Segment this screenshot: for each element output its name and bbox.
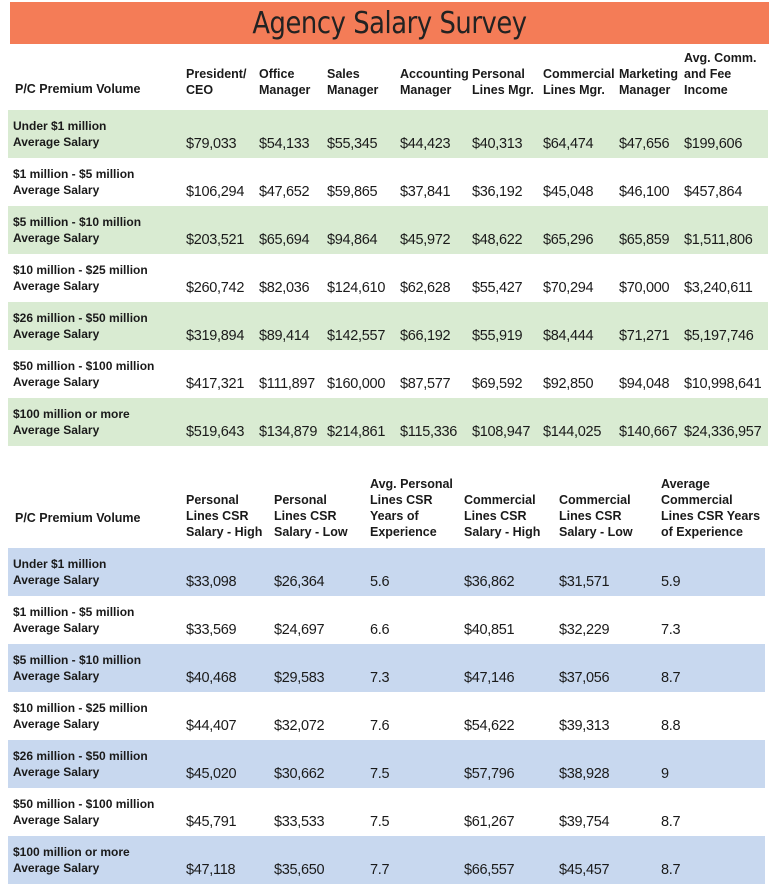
header-line: Personal bbox=[274, 493, 327, 507]
table-cell: $46,100 bbox=[619, 184, 670, 200]
table-cell: $54,622 bbox=[464, 718, 515, 734]
table-cell: $203,521 bbox=[186, 206, 259, 254]
table-cell: $32,229 bbox=[559, 622, 610, 638]
table-cell: $111,897 bbox=[259, 376, 315, 392]
table-cell: $37,056 bbox=[559, 644, 661, 692]
header-line: Commercial bbox=[543, 67, 615, 81]
column-header bbox=[543, 50, 619, 110]
column-header bbox=[327, 50, 400, 110]
table-cell: 7.7 bbox=[370, 836, 464, 884]
table-cell: $94,864 bbox=[327, 206, 400, 254]
table-row bbox=[8, 836, 765, 884]
table-cell: $26,364 bbox=[274, 548, 370, 596]
row-label bbox=[8, 836, 186, 884]
table-cell: $47,146 bbox=[464, 644, 559, 692]
table-cell: $57,796 bbox=[464, 740, 559, 788]
table-cell: 8.7 bbox=[661, 836, 765, 884]
table-cell: 7.3 bbox=[661, 622, 681, 638]
table-cell: 5.6 bbox=[370, 548, 464, 596]
table-cell: $47,652 bbox=[259, 184, 310, 200]
header-line: P/C Premium Volume bbox=[15, 82, 141, 96]
header-line: Manager bbox=[327, 83, 379, 97]
table-cell: $59,865 bbox=[327, 184, 378, 200]
table-cell: $39,754 bbox=[559, 814, 610, 830]
table-row bbox=[8, 596, 765, 644]
row-label-line: Average Salary bbox=[13, 231, 100, 245]
header-line: Salary - Low bbox=[274, 525, 348, 539]
table-cell: 8.8 bbox=[661, 718, 681, 734]
column-header bbox=[259, 50, 327, 110]
table-cell: $417,321 bbox=[186, 376, 245, 392]
table-cell: $65,296 bbox=[543, 206, 619, 254]
table-row bbox=[8, 788, 765, 836]
table-cell: $66,557 bbox=[464, 836, 559, 884]
header-line: Personal bbox=[472, 67, 525, 81]
table-cell: $35,650 bbox=[274, 836, 370, 884]
row-label-line: Under $1 million bbox=[13, 557, 107, 571]
header-line: Experience bbox=[370, 525, 437, 539]
table-cell: $65,859 bbox=[619, 206, 684, 254]
row-label-line: Average Salary bbox=[13, 861, 100, 875]
header-line: Lines CSR bbox=[464, 509, 527, 523]
column-header-volume bbox=[8, 50, 186, 110]
header-line: Office bbox=[259, 67, 295, 81]
table-cell: 5.9 bbox=[661, 548, 765, 596]
row-label-line: $1 million - $5 million bbox=[13, 167, 135, 181]
page-title: Agency Salary Survey bbox=[252, 5, 527, 41]
row-label-line: $5 million - $10 million bbox=[13, 215, 142, 229]
row-label bbox=[8, 788, 186, 836]
table-cell: $55,919 bbox=[472, 302, 543, 350]
row-label bbox=[8, 398, 186, 446]
header-line: Manager bbox=[259, 83, 311, 97]
table-cell: 7.6 bbox=[370, 718, 390, 734]
table-cell: $24,697 bbox=[274, 622, 325, 638]
table-row bbox=[8, 158, 768, 206]
column-header bbox=[274, 470, 370, 548]
table-cell: $47,118 bbox=[186, 836, 274, 884]
header-line: P/C Premium Volume bbox=[15, 511, 141, 525]
table-cell: $1,511,806 bbox=[684, 206, 768, 254]
row-label bbox=[8, 350, 186, 398]
table-cell: $84,444 bbox=[543, 302, 619, 350]
column-header bbox=[370, 470, 464, 548]
table-cell: $40,313 bbox=[472, 110, 543, 158]
header-line: Avg. Personal bbox=[370, 477, 453, 491]
table-cell: $108,947 bbox=[472, 398, 543, 446]
row-label-line: $50 million - $100 million bbox=[13, 359, 155, 373]
table-cell: $144,025 bbox=[543, 398, 619, 446]
table-cell: $94,048 bbox=[619, 376, 670, 392]
table-cell: 9 bbox=[661, 740, 765, 788]
table-header-row bbox=[8, 50, 768, 110]
header-line: Lines CSR Years bbox=[661, 509, 761, 523]
table-cell: $36,862 bbox=[464, 548, 559, 596]
table-cell: $319,894 bbox=[186, 302, 259, 350]
header-line: Average bbox=[661, 477, 710, 491]
header-line: CEO bbox=[186, 83, 214, 97]
table-cell: $45,972 bbox=[400, 206, 472, 254]
table-cell: $24,336,957 bbox=[684, 398, 768, 446]
row-label-line: Average Salary bbox=[13, 813, 100, 827]
table-cell: $457,864 bbox=[684, 184, 743, 200]
table-row bbox=[8, 692, 765, 740]
row-label-line: Average Salary bbox=[13, 573, 100, 587]
header-line: President/ bbox=[186, 67, 247, 81]
table-cell: $3,240,611 bbox=[684, 280, 753, 296]
table-cell: $160,000 bbox=[327, 376, 386, 392]
table-cell: $55,427 bbox=[472, 280, 523, 296]
table-cell: $33,533 bbox=[274, 814, 325, 830]
column-header bbox=[186, 50, 259, 110]
header-line: Years of bbox=[370, 509, 419, 523]
table-cell: $45,020 bbox=[186, 740, 274, 788]
header-line: Personal bbox=[186, 493, 239, 507]
column-header bbox=[661, 470, 765, 548]
header-line: Lines CSR bbox=[559, 509, 622, 523]
table-cell: $62,628 bbox=[400, 280, 451, 296]
table-cell: $142,557 bbox=[327, 302, 400, 350]
table-cell: $260,742 bbox=[186, 280, 245, 296]
table-cell: 7.5 bbox=[370, 740, 464, 788]
header-line: Lines Mgr. bbox=[543, 83, 605, 97]
table-cell: $44,407 bbox=[186, 718, 237, 734]
column-header bbox=[559, 470, 661, 548]
table-row bbox=[8, 398, 768, 446]
table-cell: $33,569 bbox=[186, 622, 237, 638]
header-line: Sales bbox=[327, 67, 360, 81]
column-header bbox=[464, 470, 559, 548]
table-cell: $519,643 bbox=[186, 398, 259, 446]
csr-salary-table bbox=[8, 470, 765, 884]
row-label-line: $10 million - $25 million bbox=[13, 701, 148, 715]
table-row bbox=[8, 110, 768, 158]
row-label-line: $5 million - $10 million bbox=[13, 653, 142, 667]
table-cell: $32,072 bbox=[274, 718, 325, 734]
row-label-line: $1 million - $5 million bbox=[13, 605, 135, 619]
table-cell: $70,294 bbox=[543, 280, 594, 296]
table-cell: $115,336 bbox=[400, 398, 472, 446]
table-cell: $82,036 bbox=[259, 280, 310, 296]
header-line: Commercial bbox=[661, 493, 733, 507]
table-cell: 8.7 bbox=[661, 644, 765, 692]
row-label bbox=[8, 110, 186, 158]
table-cell: $40,468 bbox=[186, 644, 274, 692]
table-cell: $29,583 bbox=[274, 644, 370, 692]
table-cell: $30,662 bbox=[274, 740, 370, 788]
table-cell: $33,098 bbox=[186, 548, 274, 596]
row-label bbox=[8, 596, 186, 644]
row-label-line: Average Salary bbox=[13, 279, 100, 293]
table-cell: $106,294 bbox=[186, 184, 245, 200]
table-row bbox=[8, 350, 768, 398]
header-line: Salary - Low bbox=[559, 525, 633, 539]
column-header bbox=[186, 470, 274, 548]
table-cell: $54,133 bbox=[259, 110, 327, 158]
table-cell: 7.5 bbox=[370, 814, 390, 830]
column-header-volume bbox=[8, 470, 186, 548]
table-cell: $92,850 bbox=[543, 376, 594, 392]
header-line: Manager bbox=[400, 83, 452, 97]
table-cell: $37,841 bbox=[400, 184, 451, 200]
table-cell: 6.6 bbox=[370, 622, 390, 638]
row-label-line: $26 million - $50 million bbox=[13, 311, 148, 325]
table-cell: $40,851 bbox=[464, 622, 515, 638]
table-row bbox=[8, 254, 768, 302]
row-label-line: Average Salary bbox=[13, 669, 100, 683]
table-row bbox=[8, 644, 765, 692]
row-label-line: Average Salary bbox=[13, 765, 100, 779]
header-line: Commercial bbox=[464, 493, 536, 507]
table-cell: $134,879 bbox=[259, 398, 327, 446]
row-label bbox=[8, 740, 186, 788]
row-label-line: Average Salary bbox=[13, 621, 100, 635]
table-cell: $61,267 bbox=[464, 814, 515, 830]
table-cell: $124,610 bbox=[327, 280, 386, 296]
header-line: Accounting bbox=[400, 67, 469, 81]
header-line: and Fee Income bbox=[684, 67, 732, 97]
table-cell: $69,592 bbox=[472, 376, 523, 392]
table-cell: $65,694 bbox=[259, 206, 327, 254]
table-cell: $70,000 bbox=[619, 280, 670, 296]
row-label-line: Average Salary bbox=[13, 375, 100, 389]
header-line: of Experience bbox=[661, 525, 743, 539]
header-line: Lines Mgr. bbox=[472, 83, 534, 97]
table-cell: $38,928 bbox=[559, 740, 661, 788]
table-cell: $199,606 bbox=[684, 110, 768, 158]
table-cell: $47,656 bbox=[619, 110, 684, 158]
table-cell: 8.7 bbox=[661, 814, 681, 830]
table-cell: $44,423 bbox=[400, 110, 472, 158]
table-cell: $48,622 bbox=[472, 206, 543, 254]
table-header-row bbox=[8, 470, 765, 548]
header-line: Lines CSR bbox=[370, 493, 433, 507]
column-header bbox=[619, 50, 684, 110]
table-row bbox=[8, 740, 765, 788]
table-cell: $89,414 bbox=[259, 302, 327, 350]
row-label-line: Average Salary bbox=[13, 717, 100, 731]
row-label-line: $26 million - $50 million bbox=[13, 749, 148, 763]
row-label bbox=[8, 548, 186, 596]
header-line: Avg. Comm. bbox=[684, 51, 757, 65]
table-cell: $36,192 bbox=[472, 184, 523, 200]
row-label-line: Average Salary bbox=[13, 327, 100, 341]
table-cell: $39,313 bbox=[559, 718, 610, 734]
header-line: Lines CSR bbox=[186, 509, 249, 523]
table-cell: $45,791 bbox=[186, 814, 237, 830]
row-label-line: $100 million or more bbox=[13, 407, 130, 421]
table-cell: 7.3 bbox=[370, 644, 464, 692]
table-cell: $31,571 bbox=[559, 548, 661, 596]
row-label bbox=[8, 158, 186, 206]
table-row bbox=[8, 548, 765, 596]
row-label-line: $10 million - $25 million bbox=[13, 263, 148, 277]
row-label-line: Average Salary bbox=[13, 183, 100, 197]
column-header bbox=[400, 50, 472, 110]
column-header bbox=[684, 50, 768, 110]
header-line: Salary - High bbox=[464, 525, 541, 539]
row-label-line: $100 million or more bbox=[13, 845, 130, 859]
table-cell: $10,998,641 bbox=[684, 376, 762, 392]
row-label-line: Average Salary bbox=[13, 423, 100, 437]
table-row bbox=[8, 302, 768, 350]
table-cell: $64,474 bbox=[543, 110, 619, 158]
row-label bbox=[8, 692, 186, 740]
table-cell: $140,667 bbox=[619, 398, 684, 446]
header-line: Salary - High bbox=[186, 525, 263, 539]
row-label bbox=[8, 302, 186, 350]
row-label bbox=[8, 206, 186, 254]
table-cell: $5,197,746 bbox=[684, 302, 768, 350]
table-cell: $45,457 bbox=[559, 836, 661, 884]
title-banner bbox=[10, 2, 769, 44]
table-cell: $66,192 bbox=[400, 302, 472, 350]
row-label bbox=[8, 254, 186, 302]
row-label-line: Average Salary bbox=[13, 135, 100, 149]
row-label-line: $50 million - $100 million bbox=[13, 797, 155, 811]
row-label bbox=[8, 644, 186, 692]
table-cell: $214,861 bbox=[327, 398, 400, 446]
table-cell: $87,577 bbox=[400, 376, 451, 392]
table-cell: $79,033 bbox=[186, 110, 259, 158]
table-cell: $55,345 bbox=[327, 110, 400, 158]
table-cell: $71,271 bbox=[619, 302, 684, 350]
header-line: Lines CSR bbox=[274, 509, 337, 523]
column-header bbox=[472, 50, 543, 110]
manager-salary-table bbox=[8, 50, 768, 446]
header-line: Commercial bbox=[559, 493, 631, 507]
table-cell: $45,048 bbox=[543, 184, 594, 200]
header-line: Manager bbox=[619, 83, 671, 97]
header-line: Marketing bbox=[619, 67, 679, 81]
table-row bbox=[8, 206, 768, 254]
row-label-line: Under $1 million bbox=[13, 119, 107, 133]
